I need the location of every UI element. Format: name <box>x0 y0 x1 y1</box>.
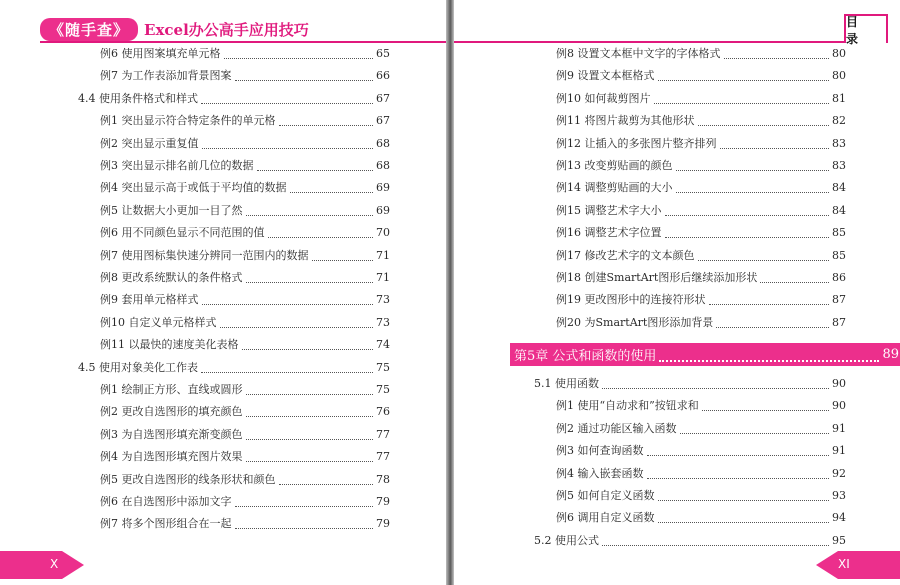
toc-entry-page: 84 <box>832 181 846 195</box>
toc-entry[interactable] <box>556 200 846 222</box>
dot-leader <box>665 222 830 238</box>
toc-entry[interactable] <box>556 507 846 529</box>
dot-leader <box>676 155 830 171</box>
toc-entry-label: 例12 让插入的多张图片整齐排列 <box>556 136 717 150</box>
series-logo: 《随手查》 <box>40 18 138 41</box>
toc-entry[interactable] <box>100 334 390 356</box>
dot-leader <box>220 312 374 328</box>
toc-entry-page: 85 <box>832 226 846 240</box>
dot-leader <box>602 373 829 389</box>
page-number-tab-left <box>0 550 84 580</box>
toc-entry-page: 80 <box>832 47 846 60</box>
dot-leader <box>665 200 830 216</box>
toc-entry-label: 例19 更改图形中的连接符形状 <box>556 293 706 307</box>
toc-entry-label: 例1 使用“自动求和”按钮求和 <box>556 399 699 413</box>
dot-leader <box>676 177 830 193</box>
toc-entry[interactable] <box>534 373 846 395</box>
toc-entry-page: 85 <box>832 248 846 262</box>
dot-leader <box>654 88 830 104</box>
toc-entry-label: 例14 调整剪贴画的大小 <box>556 181 673 195</box>
toc-entry-page: 90 <box>832 399 846 413</box>
toc-entry-page: 87 <box>832 293 846 307</box>
toc-entry[interactable] <box>556 155 846 177</box>
toc-entry-page: 76 <box>376 405 390 419</box>
toc-entry-label: 例8 设置文本框中文字的字体格式 <box>556 47 721 60</box>
dot-leader <box>680 418 830 434</box>
toc-entry-page: 78 <box>376 472 390 486</box>
chapter-heading[interactable] <box>510 343 900 366</box>
toc-entry[interactable] <box>100 222 390 244</box>
toc-entry-page: 69 <box>376 181 390 195</box>
toc-entry[interactable] <box>556 312 846 334</box>
dot-leader <box>224 43 374 59</box>
dot-leader <box>658 507 830 523</box>
toc-entry[interactable] <box>100 289 390 311</box>
dot-leader <box>257 155 374 171</box>
dot-leader <box>724 43 830 59</box>
toc-entry-label: 5.1 使用函数 <box>534 377 599 390</box>
dot-leader <box>760 267 829 283</box>
dot-leader <box>235 491 374 507</box>
dot-leader <box>658 485 830 501</box>
dot-leader <box>647 440 830 456</box>
dot-leader <box>647 463 830 479</box>
toc-entry-page: 90 <box>832 377 846 390</box>
toc-entry[interactable] <box>100 200 390 222</box>
toc-entry-page: 75 <box>376 360 390 374</box>
toc-entry-page: 83 <box>832 159 846 172</box>
dot-leader <box>246 446 374 462</box>
toc-entry[interactable] <box>100 379 390 401</box>
toc-entry-page: 71 <box>376 271 390 284</box>
toc-entry-label: 例3 为自选图形填充渐变颜色 <box>100 427 243 441</box>
toc-entry-label: 例4 输入嵌套函数 <box>556 466 644 480</box>
dot-leader <box>246 267 374 283</box>
toc-entry[interactable] <box>100 446 390 468</box>
toc-entry[interactable] <box>556 485 846 507</box>
toc-entry-page: 86 <box>832 271 846 284</box>
dot-leader <box>242 334 374 350</box>
toc-entry-page: 71 <box>376 248 390 262</box>
dot-leader <box>202 133 374 149</box>
toc-entry-label: 例1 突出显示符合特定条件的单元格 <box>100 114 276 128</box>
toc-entry[interactable] <box>100 110 390 132</box>
toc-entry-label: 例13 改变剪贴画的颜色 <box>556 159 673 172</box>
toc-entry[interactable] <box>556 440 846 462</box>
toc-entry-label: 例5 更改自选图形的线条形状和颜色 <box>100 472 276 486</box>
toc-entry[interactable] <box>556 222 846 244</box>
toc-entry-page: 91 <box>832 444 846 458</box>
toc-entry-label: 例7 将多个图形组合在一起 <box>100 517 232 531</box>
right-page <box>454 0 900 585</box>
toc-entry-page: 83 <box>832 136 846 150</box>
dot-leader <box>716 312 829 328</box>
toc-entry[interactable] <box>78 357 390 379</box>
toc-entry-page: 79 <box>376 495 390 508</box>
toc-entry[interactable] <box>556 110 846 132</box>
toc-entry-page: 66 <box>376 69 390 83</box>
toc-entry-label: 例6 使用图案填充单元格 <box>100 47 221 60</box>
toc-entry[interactable] <box>100 43 390 65</box>
toc-entry-page: 73 <box>376 293 390 307</box>
section-tab: 目 录 <box>844 14 888 43</box>
toc-entry[interactable] <box>100 424 390 446</box>
toc-entry[interactable] <box>100 155 390 177</box>
toc-entry[interactable] <box>100 312 390 334</box>
toc-entry-label: 例5 如何自定义函数 <box>556 489 655 502</box>
dot-leader <box>698 110 830 126</box>
toc-entry-label: 4.5 使用对象美化工作表 <box>78 360 198 374</box>
dot-leader <box>279 110 374 126</box>
toc-entry-page: 80 <box>832 69 846 83</box>
book-title: Excel办公高手应用技巧 <box>144 20 309 39</box>
toc-entry-page: 77 <box>376 427 390 441</box>
dot-leader <box>246 200 374 216</box>
toc-entry-label: 例5 让数据大小更加一目了然 <box>100 203 243 217</box>
toc-entry-label: 例6 调用自定义函数 <box>556 511 655 525</box>
toc-entry-page: 95 <box>832 533 846 547</box>
toc-entry-label: 例7 使用图标集快速分辨同一范围内的数据 <box>100 248 309 262</box>
toc-entry-label: 例10 自定义单元格样式 <box>100 315 217 329</box>
toc-entry[interactable] <box>556 43 846 65</box>
dot-leader <box>268 222 374 238</box>
toc-entry[interactable] <box>100 133 390 155</box>
toc-entry-page: 94 <box>832 511 846 525</box>
toc-entry-page: 77 <box>376 450 390 464</box>
toc-entry-page: 79 <box>376 517 390 531</box>
chapter-title: 第5章 公式和函数的使用 <box>514 349 657 364</box>
toc-entry[interactable] <box>556 88 846 110</box>
toc-entry[interactable] <box>100 65 390 87</box>
toc-entry[interactable] <box>100 469 390 491</box>
toc-entry-label: 例9 设置文本框格式 <box>556 69 655 83</box>
toc-entry-page: 68 <box>376 136 390 150</box>
toc-entry-label: 例2 通过功能区输入函数 <box>556 421 677 435</box>
toc-entry-label: 例7 为工作表添加背景图案 <box>100 69 232 83</box>
toc-entry-page: 82 <box>832 114 846 128</box>
toc-entry[interactable] <box>556 245 846 267</box>
toc-entry-label: 例20 为SmartArt图形添加背景 <box>556 315 714 329</box>
dot-leader <box>279 469 374 485</box>
toc-entry[interactable] <box>556 65 846 87</box>
dot-leader <box>246 379 374 395</box>
toc-entry-page: 65 <box>376 47 390 60</box>
toc-entry[interactable] <box>556 418 846 440</box>
toc-entry-label: 例10 如何裁剪图片 <box>556 91 651 105</box>
dot-leader <box>312 245 374 261</box>
toc-entry[interactable] <box>100 245 390 267</box>
toc-entry-page: 67 <box>376 114 390 128</box>
dot-leader <box>659 348 879 362</box>
toc-entry-label: 例4 突出显示高于或低于平均值的数据 <box>100 181 287 195</box>
dot-leader <box>246 401 374 417</box>
left-page <box>0 0 446 585</box>
dot-leader <box>602 530 829 546</box>
toc-entry-label: 4.4 使用条件格式和样式 <box>78 91 198 105</box>
toc-entry-page: 93 <box>832 489 846 502</box>
dot-leader <box>658 65 830 81</box>
dot-leader <box>720 133 830 149</box>
toc-entry-page: 67 <box>376 91 390 105</box>
toc-entry[interactable] <box>556 463 846 485</box>
toc-entry-page: 74 <box>376 338 390 352</box>
toc-entry-page: 91 <box>832 421 846 435</box>
toc-entry[interactable] <box>78 88 390 110</box>
page-number-right: XI <box>838 557 850 571</box>
toc-entry-label: 5.2 使用公式 <box>534 533 599 547</box>
toc-entry[interactable] <box>100 513 390 535</box>
toc-entry-page: 70 <box>376 226 390 240</box>
toc-entry-label: 例3 突出显示排名前几位的数据 <box>100 159 254 172</box>
toc-entry-label: 例2 突出显示重复值 <box>100 136 199 150</box>
page-number-tab-right <box>816 550 900 580</box>
dot-leader <box>235 65 374 81</box>
toc-entry-label: 例16 调整艺术字位置 <box>556 226 662 240</box>
toc-entry-label: 例2 更改自选图形的填充颜色 <box>100 405 243 419</box>
toc-entry[interactable] <box>556 267 846 289</box>
toc-entry-page: 92 <box>832 466 846 480</box>
dot-leader <box>709 289 830 305</box>
toc-entry[interactable] <box>100 177 390 199</box>
toc-entry-page: 68 <box>376 159 390 172</box>
dot-leader <box>235 513 374 529</box>
arrow-right-icon <box>0 550 84 580</box>
toc-entry-page: 81 <box>832 91 846 105</box>
dot-leader <box>202 289 374 305</box>
dot-leader <box>246 424 374 440</box>
book-spine <box>446 0 454 585</box>
toc-entry-label: 例6 在自选图形中添加文字 <box>100 495 232 508</box>
toc-entry[interactable] <box>100 491 390 513</box>
book-header <box>40 17 309 41</box>
toc-entry[interactable] <box>556 177 846 199</box>
toc-entry-label: 例6 用不同颜色显示不同范围的值 <box>100 226 265 240</box>
toc-entry-page: 87 <box>832 315 846 329</box>
toc-entry[interactable] <box>556 395 846 417</box>
toc-entry-label: 例11 以最快的速度美化表格 <box>100 338 239 352</box>
toc-entry-page: 84 <box>832 203 846 217</box>
toc-entry-label: 例18 创建SmartArt图形后继续添加形状 <box>556 271 758 284</box>
dot-leader <box>698 245 830 261</box>
dot-leader <box>201 88 373 104</box>
toc-entry-label: 例3 如何查询函数 <box>556 444 644 458</box>
toc-entry-label: 例15 调整艺术字大小 <box>556 203 662 217</box>
arrow-left-icon <box>816 550 900 580</box>
toc-entry-label: 例17 修改艺术字的文本颜色 <box>556 248 695 262</box>
toc-entry-label: 例9 套用单元格样式 <box>100 293 199 307</box>
chapter-page: 89 <box>882 347 899 362</box>
toc-entry-page: 75 <box>376 383 390 396</box>
toc-entry-page: 69 <box>376 203 390 217</box>
toc-entry[interactable] <box>534 530 846 552</box>
toc-entry[interactable] <box>100 267 390 289</box>
toc-entry-label: 例11 将图片裁剪为其他形状 <box>556 114 695 128</box>
toc-entry[interactable] <box>556 289 846 311</box>
page-number-left: X <box>50 557 59 571</box>
toc-entry-label: 例8 更改系统默认的条件格式 <box>100 271 243 284</box>
dot-leader <box>290 177 374 193</box>
toc-entry[interactable] <box>100 401 390 423</box>
toc-entry[interactable] <box>556 133 846 155</box>
toc-entry-label: 例1 绘制正方形、直线或圆形 <box>100 383 243 396</box>
dot-leader <box>702 395 829 411</box>
toc-entry-page: 73 <box>376 315 390 329</box>
dot-leader <box>201 357 373 373</box>
toc-entry-label: 例4 为自选图形填充图片效果 <box>100 450 243 464</box>
